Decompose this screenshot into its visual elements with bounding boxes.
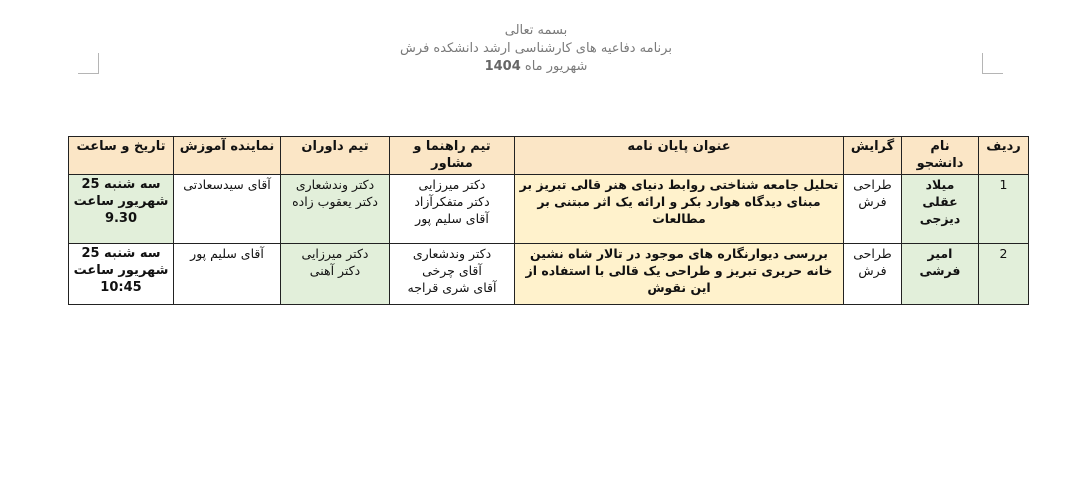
header-datetime: تاریخ و ساعت xyxy=(69,137,174,175)
header-radif: ردیف xyxy=(979,137,1029,175)
cell-specialization: طراحی فرش xyxy=(844,244,902,305)
header-month: شهریور ماه xyxy=(524,59,588,74)
page-corner-mark-right xyxy=(982,53,1003,74)
header-thesis-title: عنوان پایان نامه xyxy=(515,137,844,175)
cell-advisors xyxy=(390,244,515,305)
advisor-name: دکتر وندشعاری xyxy=(412,246,492,261)
referee-name: دکتر وندشعاری xyxy=(295,177,375,192)
advisor-name: دکتر متفکرآزاد xyxy=(414,194,490,209)
cell-datetime: سه شنبه 25 شهریور ساعت 10:45 xyxy=(69,244,174,305)
table-row xyxy=(69,175,1029,244)
page-corner-mark-left xyxy=(78,53,99,74)
advisor-name: آقای شری قراجه xyxy=(407,280,497,295)
table-row xyxy=(69,244,1029,305)
header-referees: تیم داوران xyxy=(281,137,390,175)
header-advisors: تیم راهنما و مشاور xyxy=(390,137,515,175)
cell-thesis-title: بررسی دیوارنگاره های موجود در تالار شاه نشین خانه حریری تبریز و طراحی یک قالی با استفاده از این نقوش xyxy=(515,244,844,305)
referee-name: دکتر آهنی xyxy=(309,263,361,278)
header-date xyxy=(0,58,1072,76)
advisor-name: آقای چرخی xyxy=(422,263,482,278)
header-student-name: نام دانشجو xyxy=(902,137,979,175)
cell-education-rep: آقای سیدسعادتی xyxy=(174,175,281,244)
cell-education-rep: آقای سلیم پور xyxy=(174,244,281,305)
cell-advisors xyxy=(390,175,515,244)
cell-referees xyxy=(281,175,390,244)
cell-radif: 1 xyxy=(979,175,1029,244)
cell-student-name: امیر فرشی xyxy=(902,244,979,305)
referee-name: دکتر میرزایی xyxy=(301,246,369,261)
cell-referees xyxy=(281,244,390,305)
cell-thesis-title: تحلیل جامعه شناختی روابط دنیای هنر قالی تبریز بر مبنای دیدگاه هوارد بکر و ارائه یک اثر مبتنی بر مطالعات xyxy=(515,175,844,244)
cell-student-name: میلاد عقلی دیزجی xyxy=(902,175,979,244)
cell-radif: 2 xyxy=(979,244,1029,305)
header-education-rep: نماینده آموزش xyxy=(174,137,281,175)
header-year: 1404 xyxy=(484,59,521,74)
referee-name: دکتر یعقوب زاده xyxy=(292,194,378,209)
advisor-name: آقای سلیم پور xyxy=(415,211,489,226)
document-header xyxy=(0,22,1072,76)
header-specialization: گرایش xyxy=(844,137,902,175)
defense-schedule-table xyxy=(68,136,1029,305)
advisor-name: دکتر میرزایی xyxy=(418,177,486,192)
cell-specialization: طراحی فرش xyxy=(844,175,902,244)
header-basmala: بسمه تعالی xyxy=(504,23,568,38)
cell-datetime: سه شنبه 25 شهریور ساعت 9.30 xyxy=(69,175,174,244)
header-title: برنامه دفاعیه های کارشناسی ارشد دانشکده فرش xyxy=(400,41,672,56)
table-header-row xyxy=(69,137,1029,175)
